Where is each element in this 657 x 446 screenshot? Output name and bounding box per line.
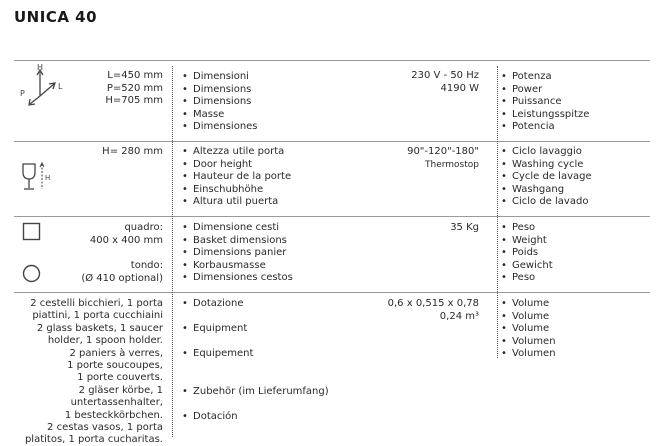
square-basket-icon <box>22 222 42 242</box>
round-basket-icon <box>22 264 42 284</box>
page-title: UNICA 40 <box>14 8 98 26</box>
column-divider <box>172 66 173 437</box>
column-divider <box>497 66 498 358</box>
basket-labels: • Dimensione cesti • Basket dimensions • Dimensions panier • Korbausmasse • Dimensiones cestos <box>182 222 293 285</box>
volume-values: 0,6 x 0,515 x 0,78 0,24 m³ <box>387 298 479 322</box>
volume-labels: • Volume • Volume • Volume • Volumen • Volumen <box>501 298 556 361</box>
dimensions-labels: • Dimensioni • Dimensions • Dimensions • Masse • Dimensiones <box>182 71 258 134</box>
svg-text:H: H <box>45 174 51 182</box>
basket-square-value: quadro: 400 x 400 mm <box>89 222 163 246</box>
door-height-value: H= 280 mm <box>102 146 163 157</box>
equipment-labels: • Dotazione • Equipment • Equipement • Zubehör (im Lieferumfang) • Dotación <box>182 298 329 424</box>
door-height-labels: • Altezza utile porta • Door height • Hauteur de la porte • Einschubhöhe • Altura util puerta <box>182 146 291 209</box>
glass-height-icon <box>20 160 56 194</box>
svg-text:L: L <box>58 82 63 91</box>
basket-round-value: tondo: (Ø 410 optional) <box>81 260 163 284</box>
equipment-description: 2 cestelli bicchieri, 1 porta piattini, 1 porta cucchiaini 2 glass baskets, 1 saucer holder, 1 spoon holder. 2 paniers à verres, 1 porte soucoupes, 1 porte couverts. 2 gläser körbe, 1 untertassenhalter, 1 besteckkörbchen. 2 cestas vasos, 1 porta platitos, 1 porta cucharitas. <box>24 298 163 446</box>
power-values: 230 V - 50 Hz 4190 W <box>411 70 479 94</box>
row-divider <box>14 141 650 142</box>
dimensions-values: L=450 mm P=520 mm H=705 mm <box>105 70 163 107</box>
row-divider <box>14 292 650 293</box>
row-divider <box>14 60 650 61</box>
cycle-values: 90"-120"-180" Thermostop <box>407 146 479 170</box>
weight-value: 35 Kg <box>450 222 479 233</box>
weight-labels: • Peso • Weight • Poids • Gewicht • Peso <box>501 222 553 285</box>
row-divider <box>14 216 650 217</box>
svg-text:P: P <box>20 89 25 98</box>
cycle-labels: • Ciclo lavaggio • Washing cycle • Cycle de lavage • Washgang • Ciclo de lavado <box>501 146 592 209</box>
power-labels: • Potenza • Power • Puissance • Leistungsspitze • Potencia <box>501 71 589 134</box>
svg-text:H: H <box>37 63 44 72</box>
